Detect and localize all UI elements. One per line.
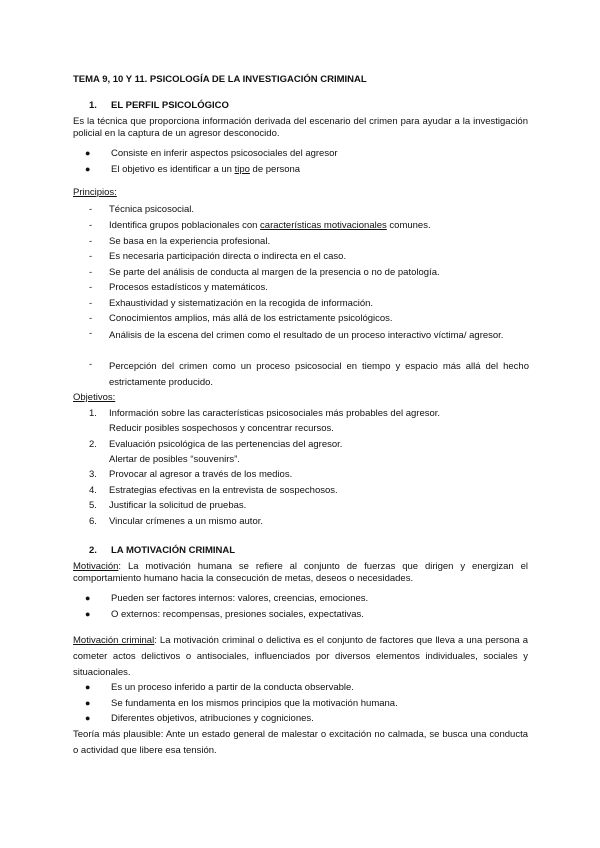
bullet-marker: ●	[85, 164, 91, 174]
list-item: - Identifica grupos poblacionales con características motivacionales comunes.	[89, 220, 431, 231]
list-item: - Percepción del crimen como un proceso psicosocial en tiempo y espacio más allá del hecho estrictamente producido.	[89, 359, 529, 388]
list-item: - Se basa en la experiencia profesional.	[89, 236, 271, 247]
list-item: - Técnica psicosocial.	[89, 204, 195, 215]
list-item: ● Es un proceso inferido a partir de la conducta observable.	[85, 682, 354, 693]
section-1-intro: Es la técnica que proporciona información derivada del escenario del crimen para ayudar a la investigación policial en la captura de un agresor desconocido.	[73, 116, 528, 139]
list-item: ● Pueden ser factores internos: valores, creencias, emociones.	[85, 593, 369, 604]
list-item: 5. Justificar la solicitud de pruebas.	[89, 500, 247, 511]
list-item: 6. Vincular crímenes a un mismo autor.	[89, 516, 264, 527]
objetivos-label: Objetivos:	[73, 392, 116, 403]
motivacion-criminal-paragraph: Motivación criminal: La motivación criminal o delictiva es el conjunto de factores que lleva a una persona a cometer actos delictivos o antisociales, influenciados por diversos elementos individuales, sociales y situacionales.	[73, 635, 528, 678]
list-item: 3. Provocar al agresor a través de los medios.	[89, 469, 293, 480]
list-item: ● Consiste en inferir aspectos psicosociales del agresor	[85, 148, 338, 159]
list-item: - Procesos estadísticos y matemáticos.	[89, 282, 268, 293]
section-title: EL PERFIL PSICOLÓGICO	[111, 100, 229, 111]
list-item: - Exhaustividad y sistematización en la recogida de información.	[89, 298, 374, 309]
page-title: TEMA 9, 10 Y 11. PSICOLOGÍA DE LA INVESTIGACIÓN CRIMINAL	[73, 74, 367, 85]
section-number: 2.	[89, 545, 97, 556]
list-item: - Conocimientos amplios, más allá de los estrictamente psicológicos.	[89, 313, 393, 324]
section-2-heading	[89, 545, 235, 557]
list-item: 4. Estrategias efectivas en la entrevista de sospechosos.	[89, 485, 338, 496]
teoria-paragraph: Teoría más plausible: Ante un estado general de malestar o excitación no calmada, se busca una conducta o actividad que libere esa tensión.	[73, 729, 528, 756]
list-item: ● Se fundamenta en los mismos principios que la motivación humana.	[85, 698, 398, 709]
section-title: LA MOTIVACIÓN CRIMINAL	[111, 545, 236, 556]
list-item: 2. Evaluación psicológica de las pertenencias del agresor.	[89, 439, 343, 450]
section-number: 1.	[89, 100, 97, 111]
list-item: ● O externos: recompensas, presiones sociales, expectativas.	[85, 609, 364, 620]
list-item: - Análisis de la escena del crimen como el resultado de un proceso interactivo víctima/ agresor.	[89, 328, 504, 341]
list-item: ● Diferentes objetivos, atribuciones y cogniciones.	[85, 713, 314, 724]
bullet-marker: ●	[85, 148, 91, 158]
list-item: - Es necesaria participación directa o indirecta en el caso.	[89, 251, 347, 262]
list-item: ● El objetivo es identificar a un tipo de persona	[85, 164, 301, 175]
section-1-heading	[89, 100, 229, 112]
motivacion-paragraph: Motivación: La motivación humana se refiere al conjunto de fuerzas que dirigen y energizan el comportamiento humano hacia la consecución de metas, deseos o necesidades.	[73, 561, 528, 584]
principios-label: Principios:	[73, 187, 117, 198]
list-item-subtext: Reducir posibles sospechosos y concentrar recursos.	[109, 423, 334, 434]
list-item: - Se parte del análisis de conducta al margen de la presencia o no de patología.	[89, 267, 440, 278]
list-item: 1. Información sobre las características psicosociales más probables del agresor.	[89, 408, 441, 419]
list-item-subtext: Alertar de posibles “souvenirs”.	[109, 454, 240, 465]
